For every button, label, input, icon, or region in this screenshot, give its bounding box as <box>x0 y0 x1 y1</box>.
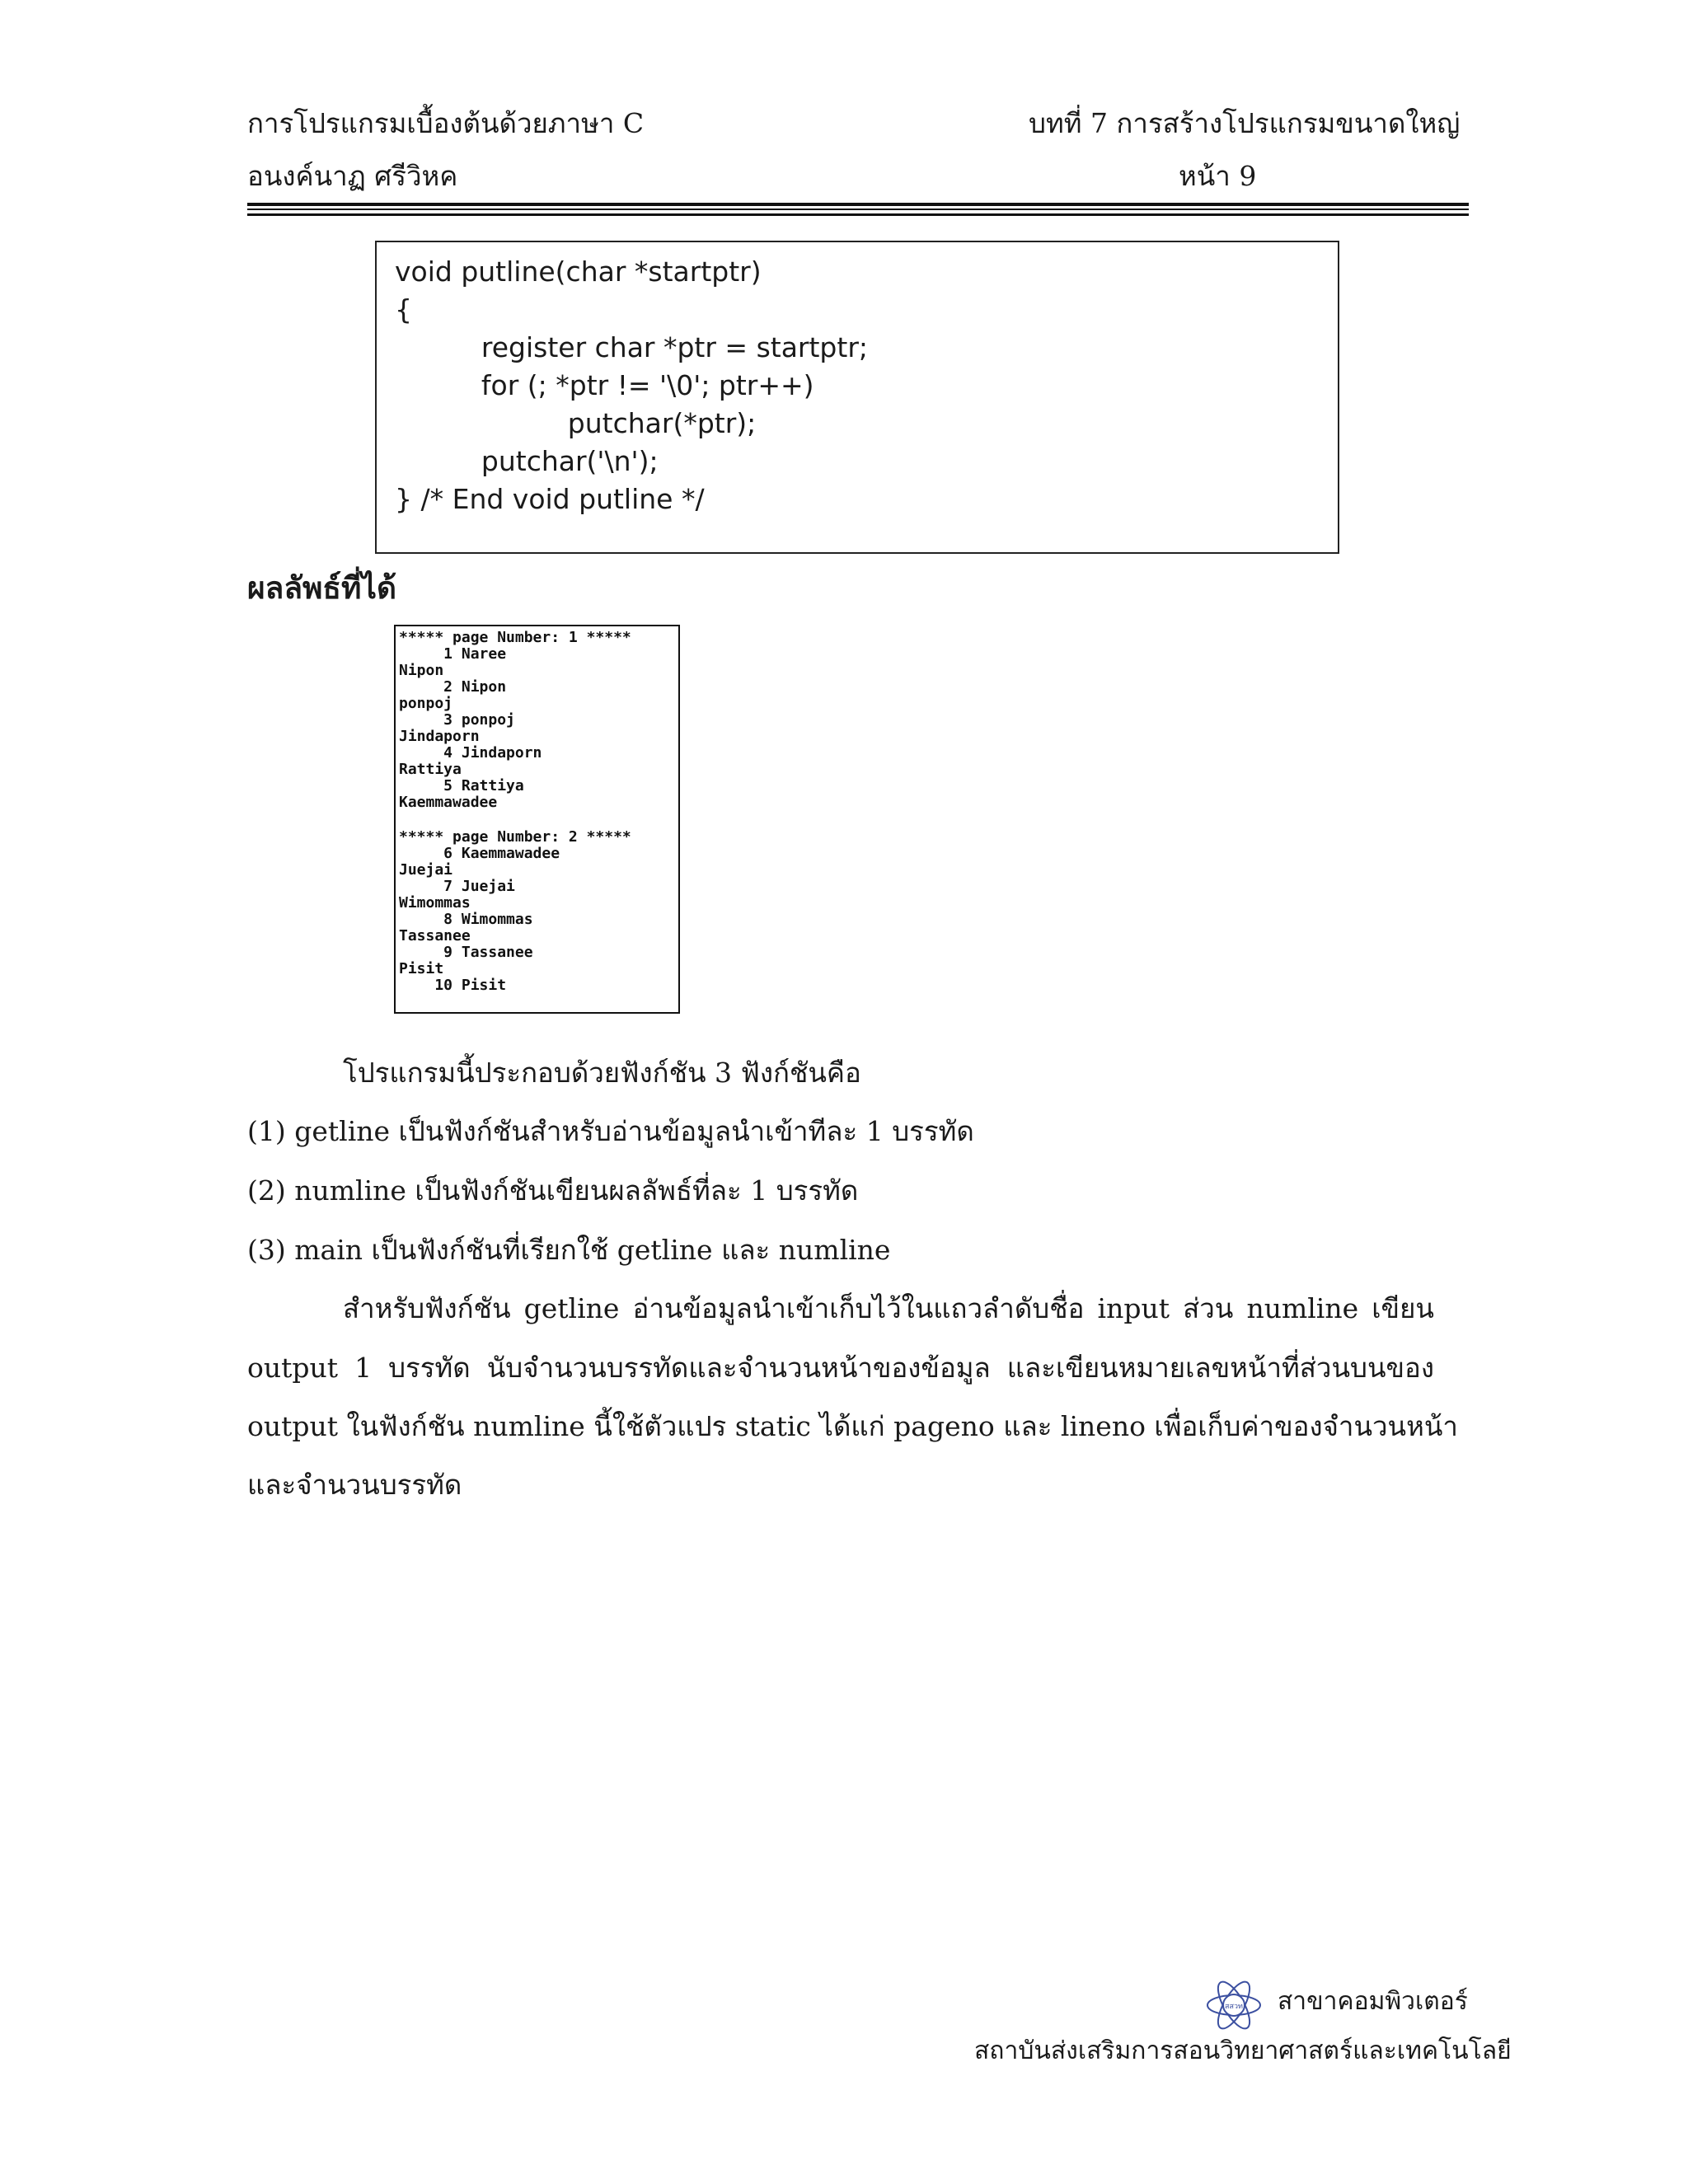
chapter-title: บทที่ 7 การสร้างโปรแกรมขนาดใหญ่ <box>1029 107 1461 139</box>
console-line: Tassanee <box>399 927 471 944</box>
console-line: 5 Rattiya <box>399 777 524 794</box>
console-line: ***** page Number: 2 ***** <box>399 828 631 846</box>
console-line: ***** page Number: 1 ***** <box>399 629 631 646</box>
page-number: หน้า 9 <box>1179 160 1257 192</box>
console-line: Pisit <box>399 960 444 977</box>
list-item: (3) main เป็นฟังก์ชันที่เรียกใช้ getline และ numline <box>247 1234 891 1266</box>
paragraph-line: output ในฟังก์ชัน numline นี้ใช้ตัวแปร static ได้แก่ pageno และ lineno เพื่อเก็บค่าของจำนวนหน้า <box>247 1410 1458 1442</box>
console-line: Nipon <box>399 662 444 679</box>
code-line: void putline(char *startptr) <box>395 255 762 288</box>
header-rule <box>247 209 1469 210</box>
console-line: 10 Pisit <box>399 977 507 994</box>
paragraph-line: output 1 บรรทัด นับจำนวนบรรทัดและจำนวนหน้าของข้อมูล และเขียนหมายเลขหน้าที่ส่วนบนของ <box>247 1352 1434 1384</box>
code-line: for (; *ptr != '\0'; ptr++) <box>395 369 814 401</box>
paragraph-line: และจำนวนบรรทัด <box>247 1469 462 1501</box>
console-line: Rattiya <box>399 761 462 778</box>
author-name: อนงค์นาฏ ศรีวิหค <box>247 160 458 192</box>
console-line: Juejai <box>399 861 453 879</box>
code-listing <box>375 241 1339 554</box>
code-line: register char *ptr = startptr; <box>395 331 869 363</box>
console-line: Jindaporn <box>399 728 480 745</box>
console-line: 1 Naree <box>399 645 507 663</box>
header-rule <box>247 203 1469 206</box>
console-line: Kaemmawadee <box>399 794 498 811</box>
console-line: ponpoj <box>399 695 453 712</box>
code-line: } /* End void putline */ <box>395 483 705 515</box>
code-line: putchar('\n'); <box>395 445 659 477</box>
console-line: 7 Juejai <box>399 878 515 895</box>
console-line: 3 ponpoj <box>399 711 515 729</box>
header-rule <box>247 213 1469 216</box>
footer-institute: สถาบันส่งเสริมการสอนวิทยาศาสตร์และเทคโนโลยี <box>974 2036 1512 2065</box>
console-line: 2 Nipon <box>399 678 507 696</box>
console-line: Wimommas <box>399 894 471 912</box>
console-line: 8 Wimommas <box>399 911 533 928</box>
console-line: 4 Jindaporn <box>399 744 542 762</box>
list-item: (2) numline เป็นฟังก์ชันเขียนผลลัพธ์ที่ละ 1 บรรทัด <box>247 1174 859 1207</box>
intro-paragraph: โปรแกรมนี้ประกอบด้วยฟังก์ชัน 3 ฟังก์ชันคือ <box>343 1057 861 1089</box>
list-item: (1) getline เป็นฟังก์ชันสำหรับอ่านข้อมูลนำเข้าทีละ 1 บรรทัด <box>247 1115 974 1147</box>
code-line: { <box>395 293 412 326</box>
result-heading: ผลลัพธ์ที่ได้ <box>247 569 397 606</box>
console-line: 6 Kaemmawadee <box>399 845 560 862</box>
logo-text: สสวท <box>1225 2003 1243 2011</box>
code-line: putchar(*ptr); <box>395 407 757 439</box>
console-output <box>394 625 680 1014</box>
paragraph-line: สำหรับฟังก์ชัน getline อ่านข้อมูลนำเข้าเก็บไว้ในแถวลำดับชื่อ input ส่วน numline เขียน <box>343 1292 1434 1324</box>
console-line: 9 Tassanee <box>399 944 533 961</box>
footer-department: สาขาคอมพิวเตอร์ <box>1278 1987 1468 2016</box>
institute-logo-icon <box>1205 1976 1263 2034</box>
book-title: การโปรแกรมเบื้องต้นด้วยภาษา C <box>247 107 645 139</box>
